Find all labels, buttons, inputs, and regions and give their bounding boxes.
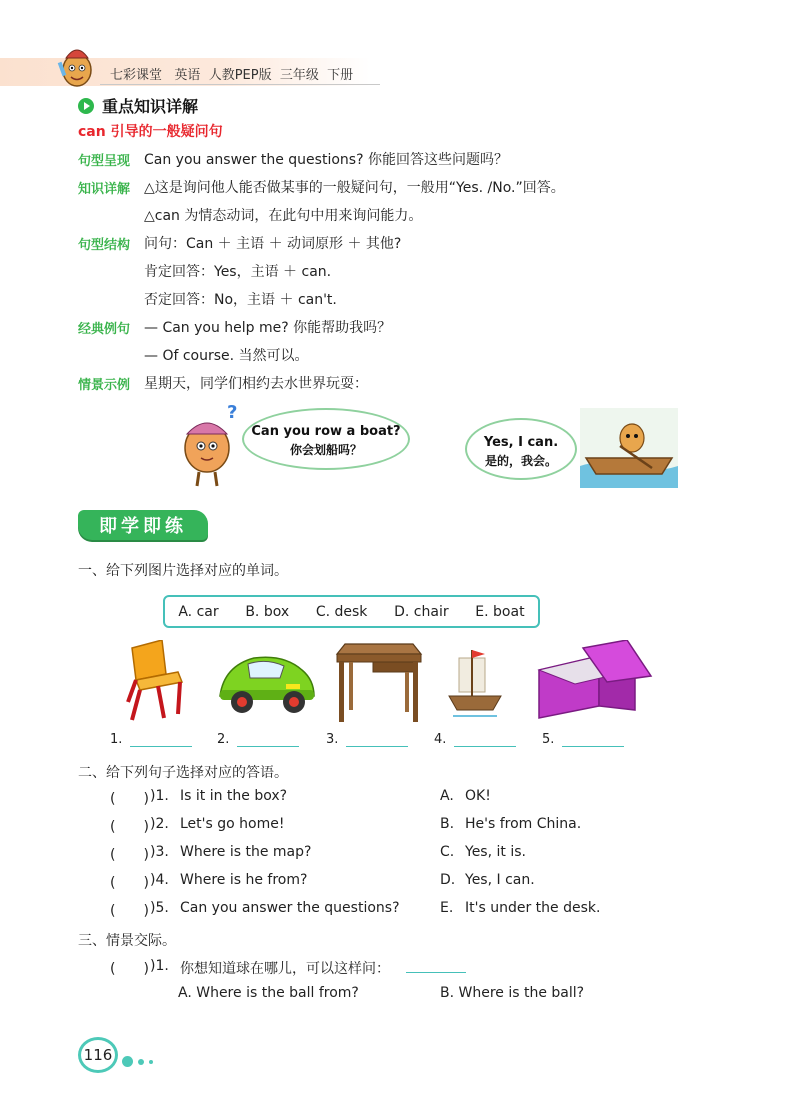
match-row <box>110 788 630 810</box>
answer-letter: C. <box>440 844 455 860</box>
question-number: )1. <box>150 788 169 804</box>
question-text: Is it in the box? <box>180 788 288 804</box>
part3-question-1 <box>110 958 630 980</box>
header-edition: 人教PEP版 <box>208 68 272 83</box>
blank-3-label: 3. <box>326 732 339 747</box>
explain-text: △这是询问他人能否做某事的一般疑问句，一般用“Yes. /No.”回答。 <box>144 180 565 196</box>
boat-picture-icon <box>445 640 505 725</box>
section-title-text: 重点知识详解 <box>102 97 199 116</box>
header-text <box>110 64 353 83</box>
scene-illustration <box>170 400 680 490</box>
question-text: Where is he from? <box>180 872 308 888</box>
row-explain <box>78 176 565 198</box>
blank-3[interactable] <box>326 732 408 747</box>
scene-text: 星期天，同学们相约去水世界玩耍： <box>144 376 368 392</box>
decor-dot <box>138 1059 144 1065</box>
header-series: 七彩课堂 <box>110 68 163 83</box>
row-structure <box>78 232 401 254</box>
blank-5-label: 5. <box>542 732 555 747</box>
example-line-1: — Can you help me? 你能帮助我吗？ <box>144 320 392 336</box>
blank-1-line[interactable] <box>130 733 192 747</box>
header-grade: 三年级 <box>279 68 319 83</box>
part3-options <box>110 985 630 1007</box>
chair-picture-icon <box>118 640 188 725</box>
tag-explain: 知识详解 <box>78 181 131 197</box>
header-volume: 下册 <box>327 68 354 83</box>
svg-text:?: ? <box>227 402 238 423</box>
question-number: )2. <box>150 816 169 832</box>
answer-paren[interactable]: ( ) <box>110 819 149 835</box>
word-choice-box <box>163 595 540 628</box>
blank-5[interactable] <box>542 732 624 747</box>
answer-paren[interactable]: ( ) <box>110 875 149 891</box>
answer-letter: D. <box>440 872 456 888</box>
match-row <box>110 844 630 866</box>
blank-1[interactable] <box>110 732 192 747</box>
part3-option-a[interactable]: A. Where is the ball from? <box>178 985 359 1001</box>
question-bubble-zh: 你会划船吗？ <box>289 443 362 457</box>
answer-text: He's from China. <box>465 816 582 832</box>
boat-scene-icon <box>580 408 678 488</box>
blank-2[interactable] <box>217 732 299 747</box>
answer-paren[interactable]: ( ) <box>110 847 149 863</box>
question-bubble <box>242 408 410 470</box>
answer-text: OK! <box>465 788 491 804</box>
answer-text: Yes, it is. <box>465 844 526 860</box>
row-example <box>78 316 391 338</box>
header-subject: 英语 <box>174 68 201 83</box>
character-thinking-icon <box>175 400 245 490</box>
blank-1-label: 1. <box>110 732 123 747</box>
question-text: Let's go home! <box>180 816 285 832</box>
mascot-icon <box>52 40 102 90</box>
answer-text: Yes, I can. <box>465 872 535 888</box>
part3-option-b[interactable]: B. Where is the ball? <box>440 985 585 1001</box>
part3-question-text: 你想知道球在哪儿，可以这样问： <box>180 961 390 977</box>
page-number: 116 <box>78 1037 118 1073</box>
blank-4-line[interactable] <box>454 733 516 747</box>
decor-dot <box>122 1056 133 1067</box>
blank-4[interactable] <box>434 732 516 747</box>
choice-e: E. boat <box>475 603 525 620</box>
answer-bubble-zh: 是的，我会。 <box>484 454 557 468</box>
answer-paren[interactable]: ( ) <box>110 791 149 807</box>
explain-text-2: △can 为情态动词，在此句中用来询问能力。 <box>144 208 423 224</box>
answer-bubble <box>465 418 577 480</box>
choice-c: C. desk <box>315 603 368 620</box>
tag-example: 经典例句 <box>78 321 131 337</box>
answer-letter: B. <box>440 816 455 832</box>
answer-text: It's under the desk. <box>465 900 601 916</box>
box-picture-icon <box>535 640 653 725</box>
question-number: )5. <box>150 900 169 916</box>
answer-letter: A. <box>440 788 454 804</box>
answer-letter: E. <box>440 900 454 916</box>
answer-paren[interactable]: ( ) <box>110 903 149 919</box>
tag-scene: 情景示例 <box>78 377 131 393</box>
blank-3-line[interactable] <box>346 733 408 747</box>
match-row <box>110 872 630 894</box>
blank-2-label: 2. <box>217 732 230 747</box>
part3-answer-paren[interactable]: ( ) <box>110 961 149 977</box>
pattern-text: Can you answer the questions? 你能回答这些问题吗？ <box>144 152 508 168</box>
structure-question: 问句：Can ＋ 主语 ＋ 动词原形 ＋ 其他? <box>144 236 402 252</box>
section-title <box>78 94 198 117</box>
tag-pattern: 句型呈现 <box>78 153 131 169</box>
answer-bubble-en: Yes, I can. <box>483 435 559 450</box>
desk-picture-icon <box>333 640 425 725</box>
play-icon <box>78 98 94 114</box>
part3-question-number: )1. <box>150 958 169 974</box>
blank-5-line[interactable] <box>562 733 624 747</box>
part3-title: 三、情景交际。 <box>78 933 176 949</box>
blank-2-line[interactable] <box>237 733 299 747</box>
decor-dot <box>149 1060 153 1064</box>
question-number: )3. <box>150 844 169 860</box>
topic-heading: can 引导的一般疑问句 <box>78 124 223 140</box>
part3-blank-line[interactable] <box>406 972 466 973</box>
row-pattern <box>78 148 508 170</box>
choice-a: A. car <box>178 603 219 620</box>
part1-title: 一、给下列图片选择对应的单词。 <box>78 563 288 579</box>
choice-d: D. chair <box>394 603 449 620</box>
question-bubble-en: Can you row a boat? <box>251 424 401 439</box>
question-text: Can you answer the questions? <box>180 900 400 916</box>
car-picture-icon <box>214 640 319 725</box>
part2-title: 二、给下列句子选择对应的答语。 <box>78 765 288 781</box>
tag-structure: 句型结构 <box>78 237 131 253</box>
row-scene <box>78 372 368 394</box>
choice-b: B. box <box>245 603 290 620</box>
question-number: )4. <box>150 872 169 888</box>
structure-yes: 肯定回答：Yes，主语 ＋ can. <box>144 264 332 280</box>
example-line-2: — Of course. 当然可以。 <box>144 348 309 364</box>
question-text: Where is the map? <box>180 844 312 860</box>
blank-4-label: 4. <box>434 732 447 747</box>
structure-no: 否定回答：No，主语 ＋ can't. <box>144 292 337 308</box>
match-row <box>110 816 630 838</box>
practice-banner: 即学即练 <box>78 510 208 540</box>
match-row <box>110 900 630 922</box>
header-rule <box>100 84 380 85</box>
